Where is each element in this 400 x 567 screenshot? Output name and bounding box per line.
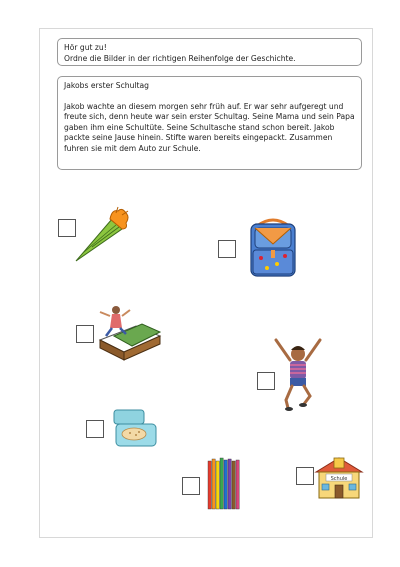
instruction-line-2: Ordne die Bilder in der richtigen Reihenfolge der Geschichte. — [64, 53, 296, 63]
order-box-schule[interactable] — [296, 467, 314, 485]
story-box — [57, 76, 362, 170]
instruction-line-1: Hör gut zu! — [64, 43, 107, 52]
cone-icon — [72, 205, 132, 265]
backpack-icon — [243, 214, 303, 282]
order-box-stifte[interactable] — [182, 477, 200, 495]
order-box-bett[interactable] — [76, 325, 94, 343]
order-box-schultasche[interactable] — [218, 240, 236, 258]
story-text: Jakob wachte an diesem morgen sehr früh auf. Er war sehr aufgeregt und freute sich, denn heute war sein erster Schultag. Seine Mama und sein Papa gaben ihm eine Schultüte. Seine Schultasche stand schon bereit. Jakob packte seine Jause hinein. Stifte waren bereits eingepackt. Zusammen fuhren sie mit dem Auto zur Schule. — [64, 101, 355, 153]
jumping-boy-icon — [270, 334, 326, 412]
school-sign-text: Schule — [330, 475, 348, 482]
instruction-box — [57, 38, 362, 66]
pencils-icon — [204, 455, 244, 511]
story-title: Jakobs erster Schultag — [64, 81, 149, 90]
bed-icon — [96, 300, 164, 362]
lunchbox-icon — [110, 406, 162, 452]
school-icon — [314, 454, 364, 500]
order-box-jausenbox[interactable] — [86, 420, 104, 438]
